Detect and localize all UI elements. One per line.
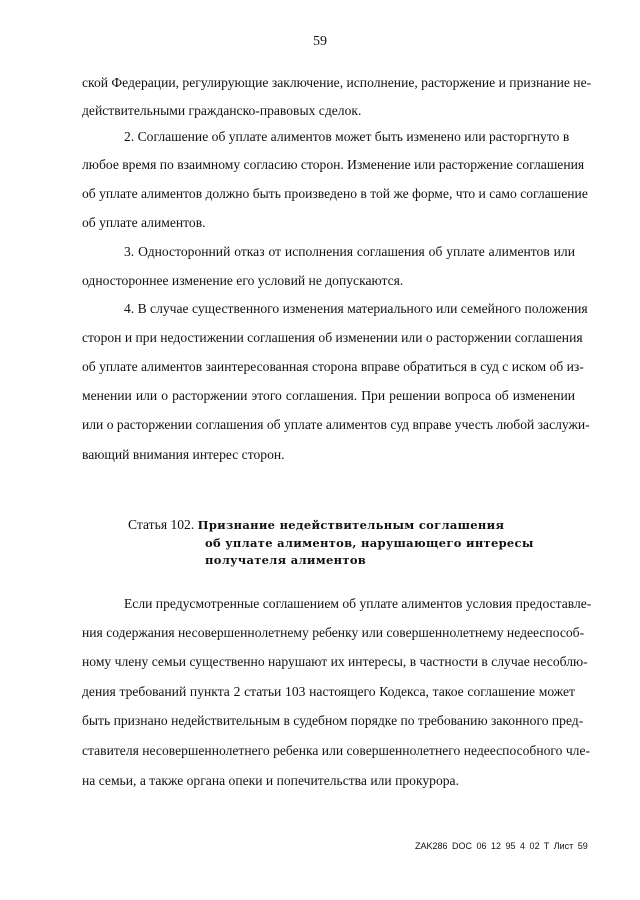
- text-line: на семьи, а также органа опеки и попечительства или прокурора.: [82, 773, 459, 788]
- text-line: об уплате алиментов должно быть произведено в той же форме, что и само соглашение: [82, 186, 588, 201]
- page-number: 59: [313, 34, 327, 49]
- article-title-line: об уплате алиментов, нарушающего интересы: [205, 536, 534, 550]
- text-line: Если предусмотренные соглашением об уплате алиментов условия предоставле-: [124, 596, 592, 611]
- text-line: или о расторжении соглашения об уплате алиментов суд вправе учесть любой заслужи-: [82, 417, 590, 432]
- text-line: 3. Односторонний отказ от исполнения соглашения об уплате алиментов или: [124, 244, 575, 259]
- text-line: ской Федерации, регулирующие заключение, исполнение, расторжение и признание не-: [82, 75, 592, 90]
- text-line: дения требований пункта 2 статьи 103 настоящего Кодекса, такое соглашение может: [82, 684, 575, 699]
- text-line: ставителя несовершеннолетнего ребенка или совершеннолетнего недееспособного чле-: [82, 743, 591, 758]
- text-line: вающий внимания интерес сторон.: [82, 447, 285, 462]
- article-label: Статья 102.: [128, 517, 195, 532]
- text-line: одностороннее изменение его условий не допускаются.: [82, 273, 404, 288]
- document-footer: ZAK286 DOC 06 12 95 4 02 T Лист 59: [415, 841, 588, 851]
- text-line: 4. В случае существенного изменения материального или семейного положения: [124, 301, 588, 316]
- text-line: об уплате алиментов.: [82, 215, 206, 230]
- article-title-line: Признание недействительным соглашения: [197, 518, 505, 532]
- text-line: ния содержания несовершеннолетнему ребенку или совершеннолетнему недееспособ-: [82, 625, 585, 640]
- text-line: быть признано недействительным в судебном порядке по требованию законного пред-: [82, 713, 584, 728]
- text-line: об уплате алиментов заинтересованная сторона вправе обратиться в суд с иском об из-: [82, 359, 584, 374]
- article-heading: [128, 516, 504, 534]
- text-line: ному члену семьи существенно нарушают их интересы, в частности в случае несоблю-: [82, 654, 588, 669]
- text-line: менении или о расторжении этого соглашения. При решении вопроса об изменении: [82, 388, 575, 403]
- article-title-line: получателя алиментов: [205, 553, 367, 567]
- text-line: любое время по взаимному согласию сторон. Изменение или расторжение соглашения: [82, 157, 585, 172]
- text-line: действительными гражданско-правовых сделок.: [82, 103, 362, 118]
- text-line: сторон и при недостижении соглашения об изменении или о расторжении соглашения: [82, 330, 583, 345]
- text-line: 2. Соглашение об уплате алиментов может быть изменено или расторгнуто в: [124, 129, 570, 144]
